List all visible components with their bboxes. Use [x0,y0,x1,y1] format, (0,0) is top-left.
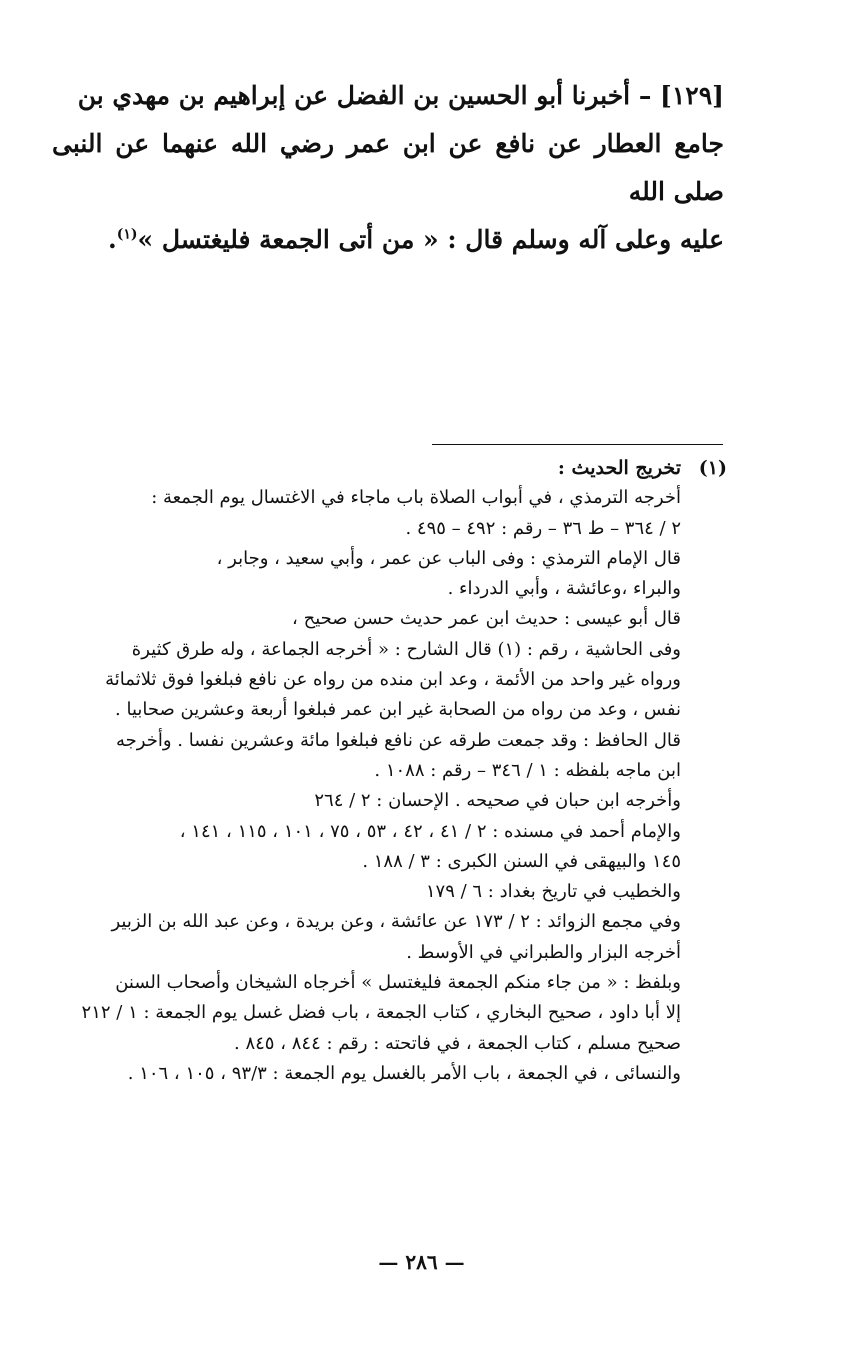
hadith-line-2: جامع العطار عن نافع عن ابن عمر رضي الله عنهما عن النبى صلى الله [52,129,724,206]
footnote-heading: تخريج الحديث : [557,457,681,479]
footnote-line: والخطيب في تاريخ بغداد : ٦ / ١٧٩ [425,881,681,903]
footnote-line: قال أبو عيسى : حديث ابن عمر حديث حسن صحيح ، [292,608,681,630]
footnote-section [52,453,727,1089]
footnote-line: إلا أبا داود ، صحيح البخاري ، كتاب الجمعة ، باب فضل غسل يوم الجمعة : ١ / ٢١٢ [81,1002,681,1024]
footnote-line: وأخرجه ابن حبان في صحيحه . الإحسان : ٢ / ٢٦٤ [314,790,681,812]
hadith-line [52,120,724,216]
hadith-line [52,72,724,120]
footnote-divider [432,444,723,445]
footnote-line: ٢ / ٣٦٤ – ط ٣٦ – رقم : ٤٩٢ – ٤٩٥ . [405,517,681,539]
hadith-line [52,216,724,264]
footnote-reference[interactable]: (١) [116,226,138,243]
footnote-line: صحيح مسلم ، كتاب الجمعة ، في فاتحته : رقم : ٨٤٤ ، ٨٤٥ . [234,1032,681,1054]
footnote-line: نفس ، وعد من رواه من الصحابة غير ابن عمر فبلغوا أربعة وعشرين صحابيا . [115,699,681,721]
footnote-line: والإمام أحمد في مسنده : ٢ / ٤١ ، ٤٢ ، ٥٣ ، ٧٥ ، ١٠١ ، ١١٥ ، ١٤١ ، [179,820,681,842]
footnote-heading-row [52,453,727,483]
footnote-line: أخرجه البزار والطبراني في الأوسط . [406,941,681,963]
footnote-number: (١) [698,457,727,479]
hadith-text [52,72,724,264]
footnote-line: والنسائى ، في الجمعة ، باب الأمر بالغسل يوم الجمعة : ٩٣/٣ ، ١٠٥ ، ١٠٦ . [127,1062,681,1084]
hadith-line-3-end: . [108,225,117,254]
hadith-line-3: عليه وعلى آله وسلم قال : « من أتى الجمعة فليغتسل » [137,225,724,254]
page-number: — ٢٨٦ — [378,1250,465,1274]
footnote-line: وبلفظ : « من جاء منكم الجمعة فليغتسل » أخرجاه الشيخان وأصحاب السنن [115,972,681,994]
footnote-line: ابن ماجه بلفظه : ١ / ٣٤٦ – رقم : ١٠٨٨ . [374,759,681,781]
footnote-body [52,483,681,1089]
footnote-line: قال الإمام الترمذي : وفى الباب عن عمر ، وأبي سعيد ، وجابر ، [216,547,681,569]
footnote-line: قال الحافظ : وقد جمعت طرقه عن نافع فبلغوا مائة وعشرين نفسا . وأخرجه [116,729,681,751]
footnote-line: وفى الحاشية ، رقم : (١) قال الشارح : « أخرجه الجماعة ، وله طرق كثيرة [131,638,681,660]
footnote-line: والبراء ،وعائشة ، وأبي الدرداء . [447,578,681,600]
footnote-line: ١٤٥ والبيهقى في السنن الكبرى : ٣ / ١٨٨ . [362,850,681,872]
footnote-line: أخرجه الترمذي ، في أبواب الصلاة باب ماجاء في الاغتسال يوم الجمعة : [151,487,681,509]
footnote-line: ورواه غير واحد من الأئمة ، وعد ابن منده من رواه عن نافع فبلغوا فوق ثلاثمائة [105,669,681,691]
footnote-line: وفي مجمع الزوائد : ٢ / ١٧٣ عن عائشة ، وعن بريدة ، وعن عبد الله بن الزبير [111,911,681,933]
hadith-line-1: [١٢٩] – أخبرنا أبو الحسين بن الفضل عن إبراهيم بن مهدي بن [77,81,724,110]
